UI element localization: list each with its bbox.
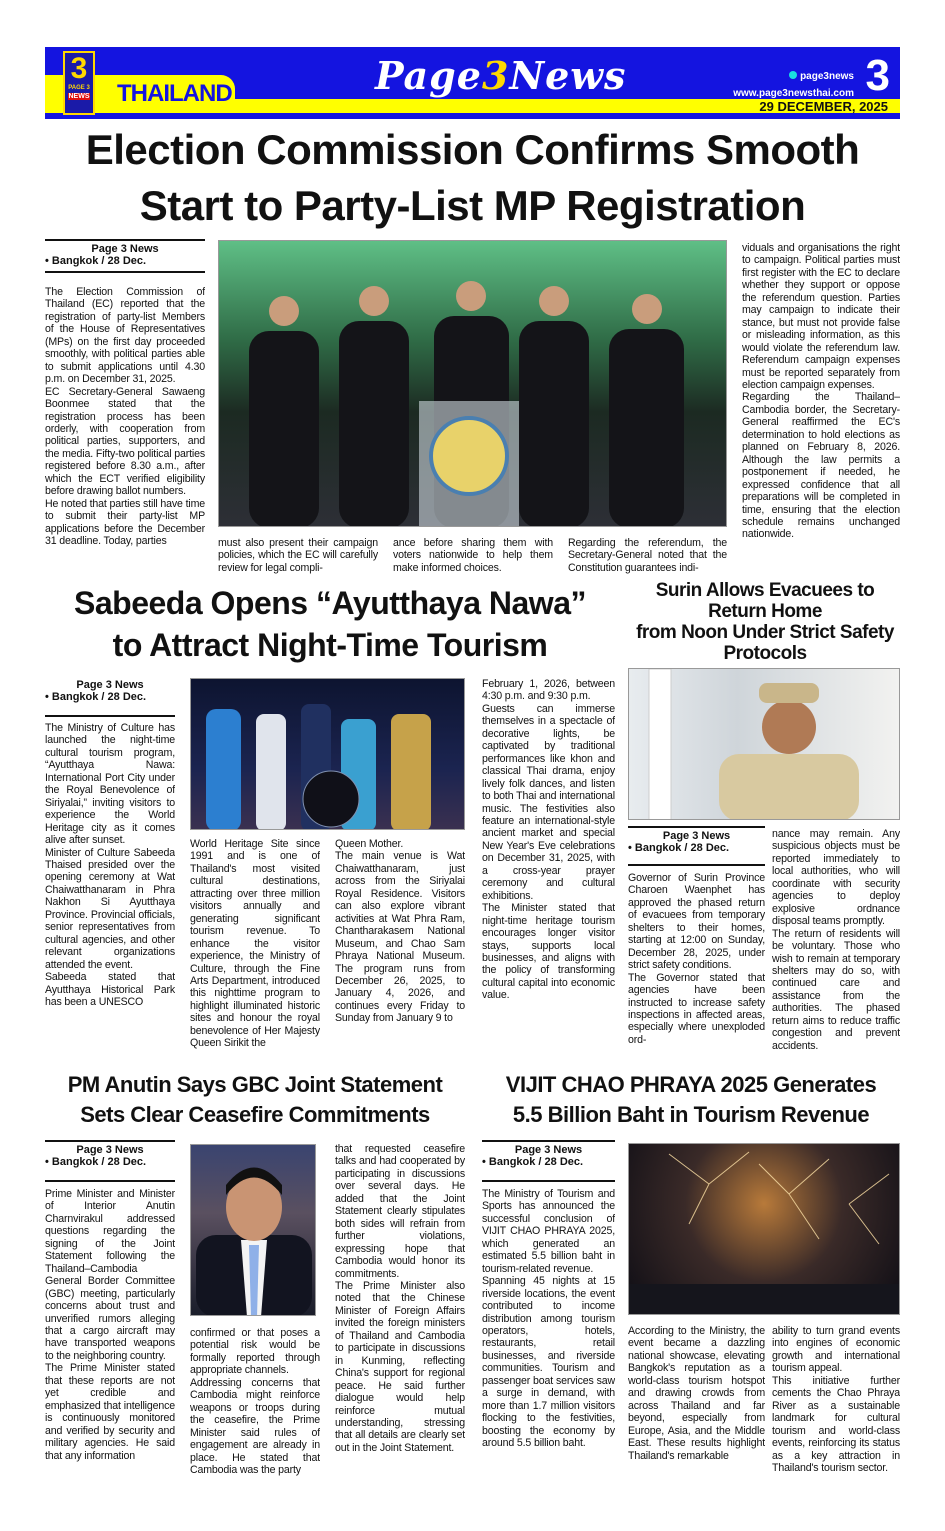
article-column bbox=[628, 872, 765, 1060]
headline-line-2: 5.5 Billion Baht in Tourism Revenue bbox=[512, 1102, 870, 1127]
article-column bbox=[218, 537, 378, 577]
paragraph: The Prime Minister also noted that the Chinese Minister of Foreign Affairs invited the foreign ministers of Thailand and Cambodia to participate in discussions in Kunming, reflecting China's support for regional peace. He said further dialogue would help reinforce mutual understanding, stressing that all details are clearly set out in the Joint Statement. bbox=[335, 1279, 465, 1454]
headline-line-2: Sets Clear Ceasefire Commitments bbox=[80, 1102, 430, 1127]
byline-place: • Bangkok / 28 Dec. bbox=[628, 842, 730, 854]
paragraph: ance before sharing them with voters nationwide to help them make informed choices. bbox=[393, 537, 553, 574]
paragraph: February 1, 2026, between 4:30 p.m. and 9:30 p.m. bbox=[482, 678, 615, 703]
fireworks-photo bbox=[628, 1143, 900, 1315]
article-column bbox=[742, 242, 900, 572]
article-column bbox=[482, 678, 615, 1060]
paragraph: The Minister stated that night-time heritage tourism encourages longer visitor stays, supports local businesses, and aligns with the policy of transforming cultural capital into economic value. bbox=[482, 902, 615, 1002]
ceremony-figures-icon bbox=[191, 679, 465, 830]
website-url: www.page3newsthai.com bbox=[733, 88, 854, 99]
paragraph: This initiative further cements the Chao Phraya River as a sustainable landmark for cultural tourism and world-class events, reinforcing its status as a key attraction in Thailand's tourism sector. bbox=[772, 1374, 900, 1474]
article-column bbox=[335, 838, 465, 1060]
brand-wordmark bbox=[375, 53, 626, 98]
social-handle bbox=[789, 71, 854, 82]
paragraph: ability to turn grand events into engines of economic growth and international tourism appeal. bbox=[772, 1325, 900, 1375]
paragraph: The Governor stated that agencies have been instructed to increase safety inspections in affected areas, especially where unexploded ord- bbox=[628, 971, 765, 1046]
logo-number: 3 bbox=[70, 52, 88, 85]
byline bbox=[45, 677, 175, 717]
paragraph: must also present their campaign policies, which the EC will carefully review for legal compli- bbox=[218, 537, 378, 574]
election-officials-photo bbox=[218, 240, 727, 527]
logo-news: NEWS bbox=[68, 93, 90, 100]
article-column bbox=[335, 1143, 465, 1480]
ayutthaya-ceremony-photo bbox=[190, 678, 465, 830]
article-column bbox=[45, 286, 205, 576]
article-column bbox=[45, 722, 175, 1060]
paragraph: Sabeeda stated that Ayutthaya Historical Park has been a UNESCO bbox=[45, 971, 175, 1008]
brand-b: 3 bbox=[481, 53, 510, 98]
paragraph: The Election Commission of Thailand (EC) reported that the registration of party-list Members of the House of Representatives (MPs) on the first day proceeded smoothly, with political parties able to submit applications until 4.30 p.m. on December 31, 2025. bbox=[45, 286, 205, 386]
headline-line-2: to Attract Night-Time Tourism bbox=[112, 627, 548, 663]
paragraph: World Heritage Site since 1991 and is one of Thailand's most visited cultural destinations, attracting over three million visitors annually and generating significant tourism revenue. To enhance the visitor experience, the Ministry of Culture, through the Fine Arts Department, introduced this nighttime program to highlight illuminated historic sites and honour the royal benevolence of Her Majesty Queen Sirikit the bbox=[190, 838, 320, 1050]
paragraph: Spanning 45 nights at 15 riverside locations, the event contributed to income distribution among tourism operators, hotels, restaurants, retail businesses, and riverside communities. Tourism and passenger boat services saw a surge in demand, with more than 1.7 million visitors flocking to the festivities, boosting the economy by around 5.5 billion baht. bbox=[482, 1275, 615, 1450]
logo-small: PAGE 3 bbox=[68, 85, 90, 91]
headline-surin bbox=[625, 580, 905, 664]
social-text: page3news bbox=[800, 71, 854, 82]
masthead bbox=[45, 47, 900, 119]
headline-line-1: Election Commission Confirms Smooth bbox=[85, 126, 860, 173]
headline-line-1: PM Anutin Says GBC Joint Statement bbox=[67, 1072, 443, 1097]
paragraph: that requested ceasefire talks and had cooperated by participating in discussions over several days. He added that the Joint Statement clearly stipulates both sides will refrain from further violations, expressing hope that Cambodia would honor its commitments. bbox=[335, 1143, 465, 1280]
paragraph: Regarding the Thailand–Cambodia border, the Secretary-General reaffirmed the EC's determination to hold elections as planned on February 8, 2026. Although the law permits a postponement if needed, he expressed confidence that all preparations will be completed in time, ensuring that the election schedule remains unchanged nationwide. bbox=[742, 391, 900, 541]
byline-source: Page 3 News bbox=[662, 830, 731, 842]
brand-a: Page bbox=[375, 53, 482, 98]
paragraph: viduals and organisations the right to campaign. Political parties must first register with the EC to declare whether they support or oppose the referendum question. Parties may campaign to indicate their stance, but must not provide false or misleading information, as this would violate the referendum law. Referendum campaign expenses must be reported separately from election campaign expenses. bbox=[742, 242, 900, 391]
byline-source: Page 3 News bbox=[91, 243, 159, 255]
anutin-portrait-photo bbox=[190, 1144, 316, 1316]
headline-line-1: VIJIT CHAO PHRAYA 2025 Generates bbox=[505, 1072, 877, 1097]
headline-line-1: Surin Allows Evacuees to Return Home bbox=[655, 580, 875, 622]
paragraph: Regarding the referendum, the Secretary-General noted that the Constitution guarantees indi- bbox=[568, 537, 727, 574]
byline-source: Page 3 News bbox=[76, 679, 144, 691]
paragraph: Governor of Surin Province Charoen Waenphet has approved the phased return of evacuees from temporary shelters to their homes, starting at 12:00 on Sunday, December 28, 2025, under strict safety conditions. bbox=[628, 872, 765, 972]
paragraph: The Ministry of Tourism and Sports has announced the successful conclusion of VIJIT CHAO PHRAYA 2025, which generated an estimated 5.5 billion baht in tourism-related revenue. bbox=[482, 1188, 615, 1275]
article-column bbox=[482, 1188, 615, 1480]
officials-figures-icon bbox=[219, 241, 727, 527]
headline-anutin bbox=[45, 1070, 465, 1130]
paragraph: The main venue is Wat Chaiwatthanaram, just across from the Siriyalai Royal Residence. Visitors can also explore vibrant activities at Wat Phra Ram, Chantharakasem National Museum, and Chao Sam Phraya National Museum. The program runs from December 26, 2025, to January 4, 2026, and continues every Friday to Sunday from January 9 to bbox=[335, 850, 465, 1025]
headline-line-2: Start to Party-List MP Registration bbox=[139, 182, 806, 229]
byline-place: • Bangkok / 28 Dec. bbox=[45, 255, 147, 267]
headline-vijit bbox=[482, 1070, 900, 1130]
paragraph: The Ministry of Culture has launched the night-time cultural tourism program, “Ayutthaya Nawa: International Port City under the Royal Benevolence of Siriyalai,” inviting visitors to experience the World Heritage city as it comes alive after sunset. bbox=[45, 722, 175, 847]
paragraph: He noted that parties still have time to submit their party-list MP applications before the December 31 deadline. Today, parties bbox=[45, 497, 205, 548]
paragraph: Prime Minister and Minister of Interior Anutin Charnvirakul addressed questions regarding the signing of the Joint Statement following the Thailand–Cambodia General Border Committee (GBC) meeting, particularly concerns about trust and unverified rumors alleging that a cargo aircraft may have transported weapons to the neighboring country. bbox=[45, 1188, 175, 1362]
region-label: THAILAND bbox=[117, 80, 232, 107]
surin-governor-photo bbox=[628, 668, 900, 820]
paragraph: The Prime Minister stated that these reports are not yet credible and emphasized that intelligence is continuously monitored and verified by security and military agencies. He said that any information bbox=[45, 1362, 175, 1462]
headline-line-2: from Noon Under Strict Safety Protocols bbox=[636, 622, 894, 664]
paragraph: EC Secretary-General Sawaeng Boonmee stated that the registration process has been orderly, with cooperation from political parties, supporters, and the media. Fifty-two political parties registered before 8.30 a.m., after which the ECT verified eligibility before drawing ballot numbers. bbox=[45, 385, 205, 498]
paragraph: nance may remain. Any suspicious objects must be reported immediately to local authorities, who will coordinate with security agencies to deploy explosive ordnance disposal teams promptly. bbox=[772, 828, 900, 928]
article-column bbox=[190, 1327, 320, 1480]
byline-source: Page 3 News bbox=[514, 1144, 583, 1156]
paragraph: The return of residents will be voluntary. Those who wish to remain at temporary shelters may do so, with continued care and assistance from the authorities. The phased return aims to reduce traffic congestion and prevent accidents. bbox=[772, 927, 900, 1052]
headline-sabeeda bbox=[45, 582, 615, 666]
article-column bbox=[568, 537, 727, 577]
paragraph: According to the Ministry, the event became a dazzling national showcase, elevating Bangkok's reputation as a world-class tourism hotspot and drawing crowds from across Thailand and far beyond, especially from Europe, Asia, and the Middle East. These results highlight Thailand's remarkable bbox=[628, 1325, 765, 1462]
byline-place: • Bangkok / 28 Dec. bbox=[45, 691, 147, 703]
byline-source: Page 3 News bbox=[76, 1144, 144, 1156]
issue-date: 29 DECEMBER, 2025 bbox=[759, 99, 888, 114]
byline bbox=[45, 239, 205, 273]
governor-figure-icon bbox=[629, 669, 900, 820]
article-column bbox=[393, 537, 553, 577]
byline bbox=[45, 1140, 175, 1182]
anutin-figure-icon bbox=[191, 1145, 316, 1316]
paragraph: confirmed or that poses a potential risk would be formally reported through appropriate channels. bbox=[190, 1327, 320, 1377]
article-column bbox=[190, 838, 320, 1060]
paragraph: Guests can immerse themselves in a spectacle of decorative lights, be captivated by traditional performances like khon and classical Thai drama, enjoy lively folk dances, and listen to both Thai and international music. The festivities also feature an international-style ancient market and special New Year's Eve celebrations on December 31, 2025, with a cross-year prayer ceremony and cultural exhibitions. bbox=[482, 702, 615, 902]
article-column bbox=[45, 1188, 175, 1480]
page3-logo bbox=[63, 51, 95, 115]
byline-place: • Bangkok / 28 Dec. bbox=[482, 1156, 584, 1168]
paragraph: Minister of Culture Sabeeda Thaised presided over the opening ceremony at Wat Chaiwatthanaram in Phra Nakhon Si Ayutthaya Province. Provincial officials, senior representatives from cultural agencies, and other relevant organizations attended the event. bbox=[45, 846, 175, 971]
page-number: 3 bbox=[865, 51, 890, 100]
byline-place: • Bangkok / 28 Dec. bbox=[45, 1156, 147, 1168]
headline-election bbox=[45, 122, 900, 234]
article-column bbox=[628, 1325, 765, 1480]
headline-line-1: Sabeeda Opens “Ayutthaya Nawa” bbox=[74, 585, 586, 621]
fireworks-icon bbox=[629, 1144, 900, 1315]
byline bbox=[628, 826, 765, 866]
article-column bbox=[772, 1325, 900, 1480]
social-icon bbox=[789, 71, 797, 79]
brand-c: News bbox=[509, 53, 627, 98]
article-column bbox=[772, 828, 900, 1060]
paragraph: Queen Mother. bbox=[335, 838, 404, 850]
paragraph: Addressing concerns that Cambodia might reinforce weapons or troops during the ceasefire, the Prime Minister said rules of engagement are already in place. He stated that Cambodia was the party bbox=[190, 1376, 320, 1476]
byline bbox=[482, 1140, 615, 1182]
